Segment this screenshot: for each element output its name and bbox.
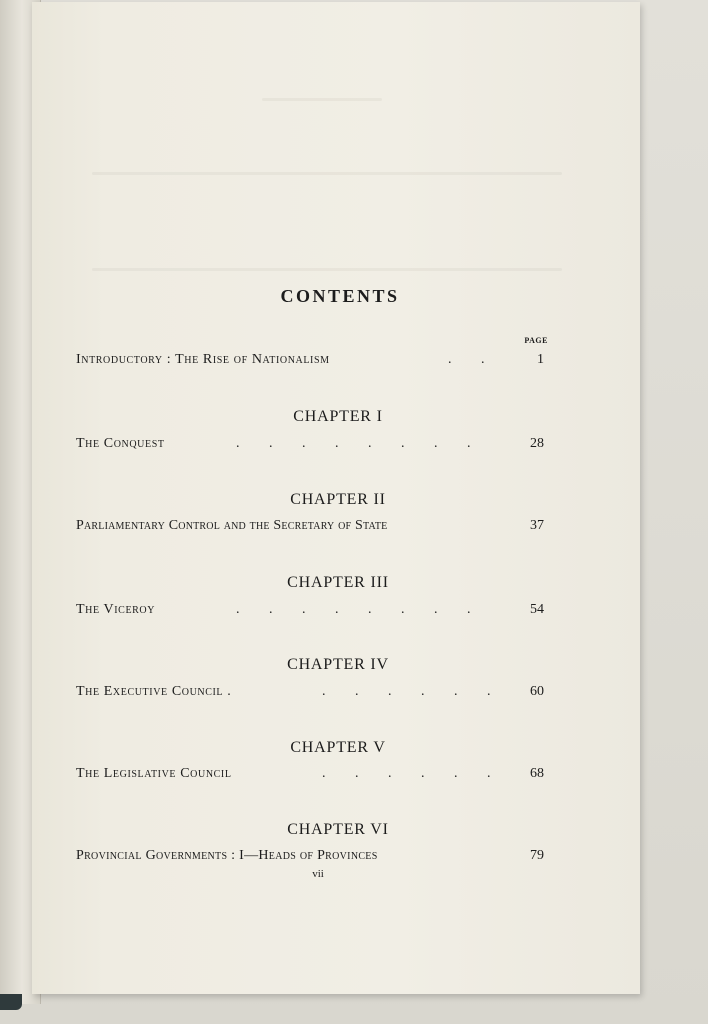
chapter-label-1: CHAPTER I	[293, 408, 383, 425]
toc-entry-title: The Viceroy	[76, 602, 156, 617]
toc-entry-chapter-6	[76, 848, 544, 868]
toc-entry-chapter-5	[76, 766, 544, 786]
show-through-mark	[92, 268, 562, 271]
toc-entry-chapter-3	[76, 602, 544, 622]
toc-entry-chapter-4	[76, 684, 544, 704]
toc-page-number: 54	[530, 602, 544, 617]
toc-entry-chapter-1	[76, 436, 544, 456]
toc-page-number: 60	[530, 684, 544, 699]
book-cover-corner	[0, 994, 22, 1010]
chapter-label-3: CHAPTER III	[287, 574, 389, 591]
toc-page-number: 68	[530, 766, 544, 781]
toc-page-number: 1	[537, 352, 544, 367]
toc-leader-dots: . . . . . . . .	[236, 436, 484, 451]
chapter-label-2: CHAPTER II	[290, 491, 386, 508]
chapter-label-4: CHAPTER IV	[287, 656, 389, 673]
contents-page	[32, 2, 640, 994]
folio-page-number: vii	[312, 868, 324, 880]
toc-leader-dots: . . . . . . . .	[236, 602, 484, 617]
toc-entry-title: The Legislative Council	[76, 766, 232, 781]
toc-entry-title: The Conquest	[76, 436, 165, 451]
toc-entry-title: Introductory : The Rise of Nationalism	[76, 352, 330, 367]
toc-entry-title: The Executive Council .	[76, 684, 232, 699]
toc-entry-introductory	[76, 352, 544, 372]
toc-entry-title: Provincial Governments : I—Heads of Provinces	[76, 848, 378, 863]
toc-leader-dots: . . . . . .	[322, 684, 504, 699]
toc-entry-title: Parliamentary Control and the Secretary of State	[76, 518, 388, 533]
chapter-label-5: CHAPTER V	[290, 739, 386, 756]
toc-page-number: 79	[530, 848, 544, 863]
show-through-mark	[262, 98, 382, 101]
toc-entry-chapter-2	[76, 518, 544, 538]
toc-page-number: 28	[530, 436, 544, 451]
page-column-label: PAGE	[524, 336, 548, 345]
toc-page-number: 37	[530, 518, 544, 533]
toc-leader-dots: . . . . . .	[322, 766, 504, 781]
contents-heading: CONTENTS	[280, 286, 400, 306]
show-through-mark	[92, 172, 562, 175]
toc-leader-dots: . .	[448, 352, 498, 367]
chapter-label-6: CHAPTER VI	[287, 821, 389, 838]
